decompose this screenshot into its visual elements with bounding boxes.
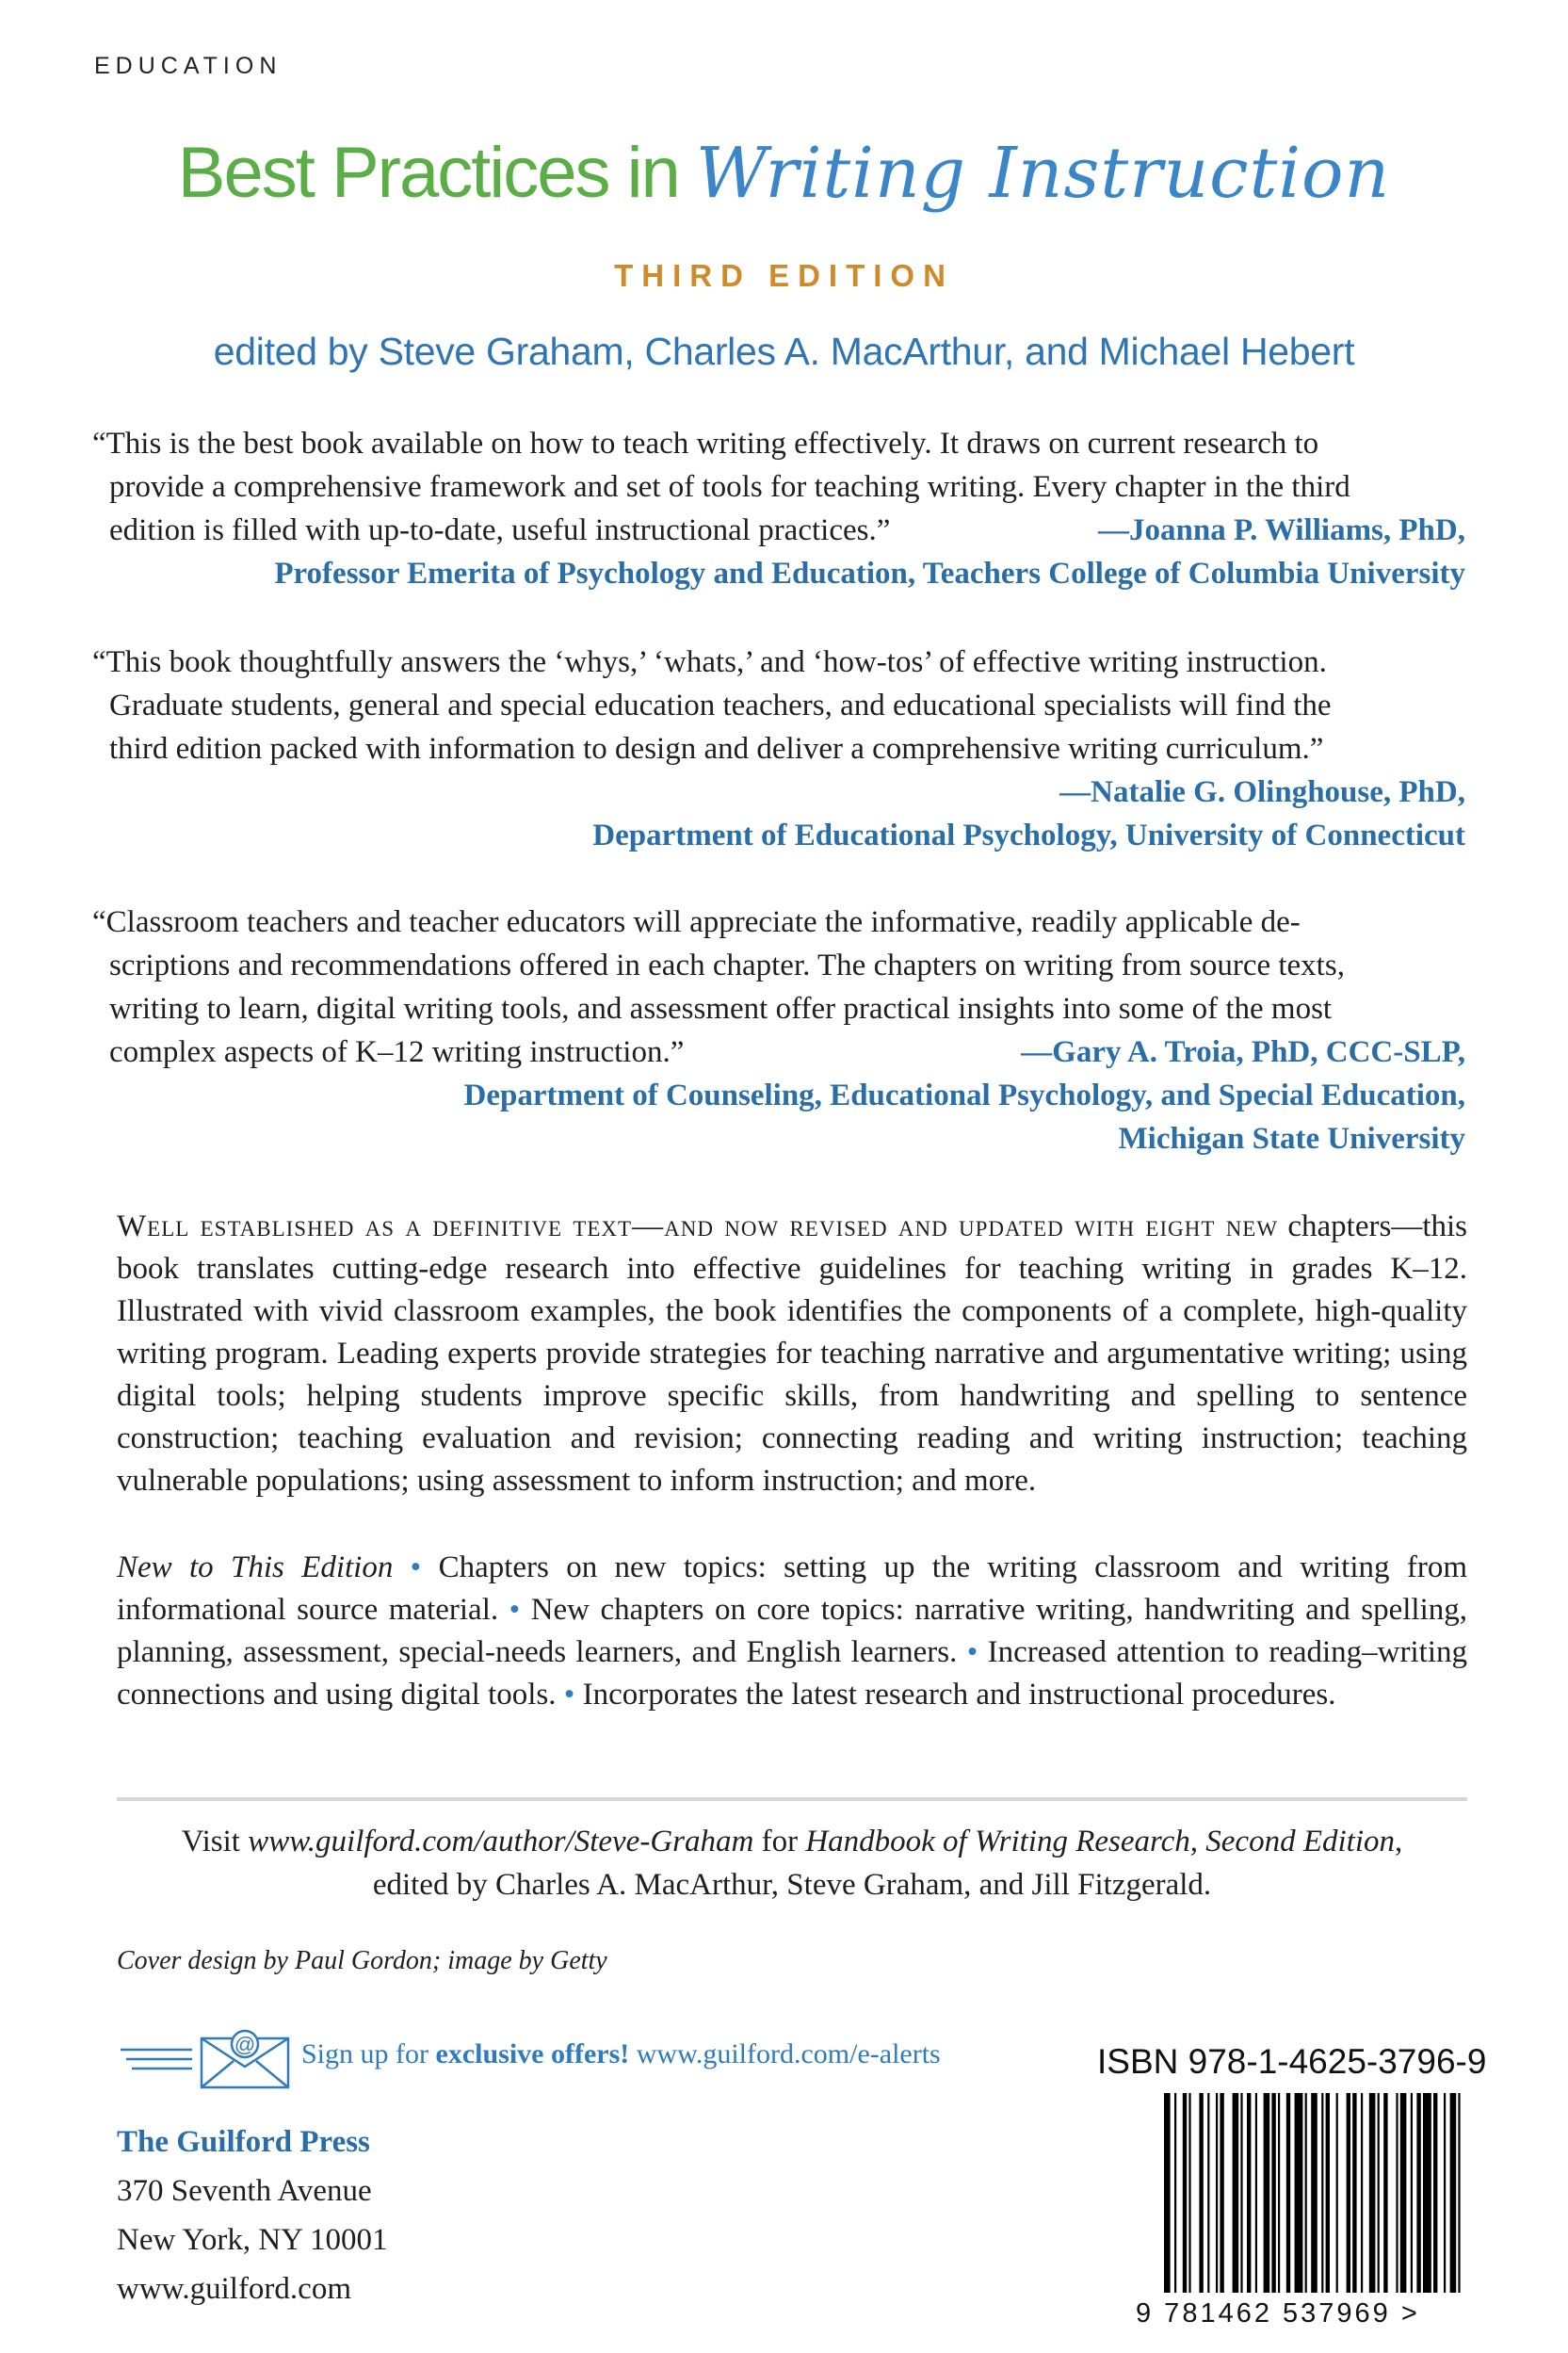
- divider: [117, 1797, 1467, 1801]
- barcode-bar: [1264, 2093, 1270, 2293]
- quote-affiliation: Department of Counseling, Educational Psychology, and Special Education,: [463, 1079, 1465, 1112]
- barcode-bar: [1369, 2093, 1376, 2293]
- barcode-bar: [1183, 2093, 1187, 2293]
- barcode-bar: [1378, 2093, 1380, 2293]
- editors-line: edited by Steve Graham, Charles A. MacArthur, and Michael Hebert: [213, 330, 1355, 373]
- visit-line-2: edited by Charles A. MacArthur, Steve Graham, and Jill Fitzgerald.: [372, 1868, 1212, 1902]
- signup-url-link[interactable]: www.guilford.com/e-alerts: [636, 2038, 941, 2069]
- quote-line: edition is filled with up-to-date, useful instructional practices.”: [109, 513, 891, 547]
- barcode-bar: [1458, 2093, 1460, 2293]
- barcode-bar: [1174, 2093, 1176, 2293]
- visit-suffix: ,: [1395, 1825, 1403, 1858]
- visit-mid: for: [761, 1825, 799, 1858]
- quote-line: writing to learn, digital writing tools, and assessment offer practical insights into some of the most: [109, 992, 1333, 1026]
- quote-line: provide a comprehensive framework and set of tools for teaching writing. Every chapter in the third: [109, 470, 1350, 504]
- visit-prefix: Visit: [181, 1825, 240, 1858]
- handbook-title: Handbook of Writing Research, Second Edition: [805, 1825, 1395, 1858]
- bullet: •: [410, 1550, 422, 1584]
- barcode-bar: [1286, 2093, 1290, 2293]
- quote-line: “This is the best book available on how to teach writing effectively. It draws on current research to: [92, 427, 1319, 461]
- book-title: [0, 132, 1568, 214]
- isbn-label: ISBN 978-1-4625-3796-9: [1097, 2042, 1487, 2081]
- barcode-bar: [1233, 2093, 1239, 2293]
- bullet: •: [966, 1635, 978, 1669]
- barcode-bar: [1199, 2093, 1203, 2293]
- barcode-bar: [1450, 2093, 1457, 2293]
- quote-affiliation: Professor Emerita of Psychology and Education, Teachers College of Columbia University: [274, 557, 1465, 591]
- barcode-bar: [1216, 2093, 1218, 2293]
- quote-line: “Classroom teachers and teacher educators will appreciate the informative, readily applicable de-: [92, 905, 1301, 939]
- barcode-bar: [1220, 2093, 1223, 2293]
- title-part-2: Writing Instruction: [695, 133, 1391, 214]
- barcode-bar: [1347, 2093, 1350, 2293]
- new-edition-label: New to This Edition: [117, 1550, 394, 1584]
- barcode-bar: [1240, 2093, 1242, 2293]
- barcode-bar: [1336, 2093, 1338, 2293]
- barcode-bar: [1352, 2093, 1356, 2293]
- barcode-bar: [1207, 2093, 1209, 2293]
- signup-text: [301, 2038, 941, 2070]
- publisher-website-link[interactable]: www.guilford.com: [117, 2272, 351, 2306]
- publisher-street: 370 Seventh Avenue: [117, 2174, 372, 2208]
- quote-line: scriptions and recommendations offered in each chapter. The chapters on writing from source texts,: [109, 949, 1345, 982]
- visit-url-link[interactable]: www.guilford.com/author/Steve-Graham: [248, 1825, 754, 1858]
- book-description: [117, 1206, 1467, 1502]
- endorsement-quote-2: [92, 641, 1465, 857]
- description-body: chapters—this book translates cutting-edge research into effective guidelines for teaching writing in grades K–12. Illustrated with vivid classroom examples, the book identifies the components of a complete, high-quality writing program. Leading experts provide strategies for teaching narrative and argumentative writing; using digital tools; helping students improve specific skills, from handwriting and spelling to sentence construction; teaching evaluation and revision; connecting reading and writing instruction; teaching vulnerable populations; using assessment to inform instruction; and more.: [117, 1209, 1467, 1498]
- quote-line: third edition packed with information to design and deliver a comprehensive writing curriculum.”: [109, 732, 1324, 766]
- isbn-barcode: [1164, 2093, 1469, 2293]
- quote-affiliation: Department of Educational Psychology, University of Connecticut: [592, 819, 1465, 852]
- endorsement-quote-3: [92, 901, 1465, 1160]
- barcode-bar: [1444, 2093, 1446, 2293]
- barcode-bar: [1361, 2093, 1363, 2293]
- barcode-bar: [1423, 2093, 1431, 2293]
- barcode-bar: [1278, 2093, 1280, 2293]
- publisher-name: The Guilford Press: [117, 2125, 370, 2159]
- new-edition-item: Chapters on new topics: setting up the writing classroom and writing from informational source material.: [117, 1550, 1467, 1627]
- barcode-bar: [1326, 2093, 1330, 2293]
- barcode-bar: [1433, 2093, 1437, 2293]
- visit-note: [117, 1820, 1467, 1907]
- quote-line: “This book thoughtfully answers the ‘whys,’ ‘whats,’ and ‘how-tos’ of effective writing instruction.: [92, 645, 1327, 679]
- quote-line-with-attribution: [100, 1030, 1465, 1074]
- signup-bold: exclusive offers!: [435, 2038, 630, 2069]
- barcode-bar: [1295, 2093, 1303, 2293]
- quote-author: —Joanna P. Williams, PhD,: [1098, 513, 1465, 547]
- new-edition-item: New chapters on core topics: narrative writing, handwriting and spelling, planning, assessment, special-needs learners, and English learners.: [117, 1593, 1467, 1669]
- barcode-bar: [1255, 2093, 1257, 2293]
- barcode-bar: [1321, 2093, 1323, 2293]
- barcode-digits: 9 781462 537969 >: [1136, 2298, 1420, 2329]
- svg-text:@: @: [234, 2033, 256, 2056]
- barcode-bar: [1400, 2093, 1407, 2293]
- barcode-bar: [1305, 2093, 1307, 2293]
- quote-line: complex aspects of K–12 writing instruction.”: [109, 1035, 685, 1069]
- endorsement-quote-1: [92, 422, 1465, 595]
- bullet: •: [509, 1593, 521, 1627]
- quote-line-with-attribution: [100, 509, 1465, 552]
- cover-credit: Cover design by Paul Gordon; image by Getty: [117, 1946, 607, 1975]
- signup-prefix: Sign up for: [301, 2038, 428, 2069]
- barcode-bar: [1164, 2093, 1171, 2293]
- barcode-bar: [1271, 2093, 1275, 2293]
- email-signup-row[interactable]: [117, 2025, 1059, 2091]
- barcode-bar: [1188, 2093, 1190, 2293]
- barcode-bar: [1416, 2093, 1420, 2293]
- quote-line: Graduate students, general and special education teachers, and educational specialists will find the: [109, 689, 1332, 722]
- publisher-block: [117, 2118, 388, 2313]
- barcode-bar: [1383, 2093, 1387, 2293]
- barcode-bar: [1396, 2093, 1398, 2293]
- quote-affiliation-institution: Michigan State University: [1118, 1122, 1465, 1156]
- description-lead: Well established as a definitive text—and now revised and updated with eight new: [117, 1209, 1279, 1243]
- new-edition-item: Increased attention to reading–writing connections and using digital tools.: [117, 1635, 1468, 1712]
- new-edition-item: Incorporates the latest research and instructional procedures.: [582, 1678, 1336, 1712]
- barcode-bar: [1311, 2093, 1317, 2293]
- new-edition-section: [117, 1547, 1467, 1716]
- category-label: EDUCATION: [94, 53, 283, 79]
- bullet: •: [563, 1678, 575, 1712]
- publisher-city: New York, NY 10001: [117, 2223, 388, 2257]
- edition-label: THIRD EDITION: [614, 258, 954, 293]
- quote-author: —Natalie G. Olinghouse, PhD,: [1059, 775, 1465, 809]
- barcode-bar: [1247, 2093, 1251, 2293]
- email-alert-icon: [117, 2025, 296, 2091]
- title-part-1: Best Practices in: [177, 133, 679, 213]
- quote-author: —Gary A. Troia, PhD, CCC-SLP,: [1021, 1035, 1465, 1069]
- barcode-bar: [1411, 2093, 1413, 2293]
